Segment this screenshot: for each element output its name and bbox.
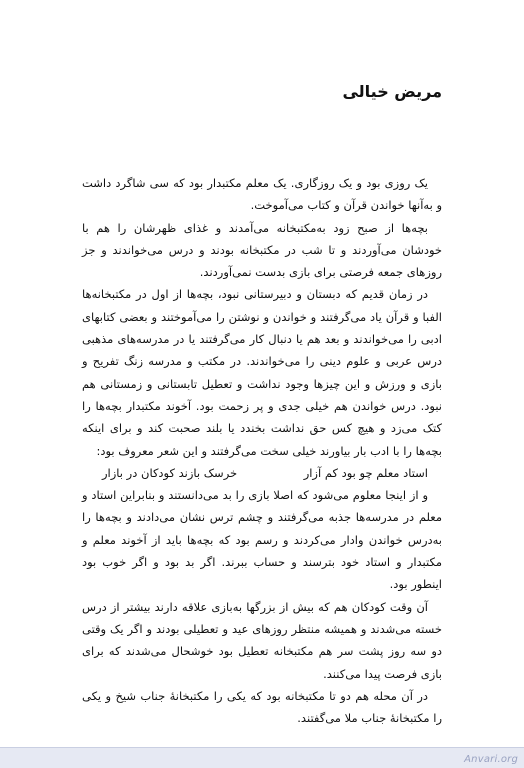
- paragraph: بچه‌ها از صبح زود به‌مکتبخانه می‌آمدند و غذای ظهرشان را هم با خودشان می‌آوردند و تا شب در مکتبخانه بودند و درس می‌خواندند و جز روزهای جمعه فرصتی برای بازی بدست نمی‌آوردند.: [82, 220, 442, 280]
- poem-hemistich-second: خرسک بازند کودکان در بازار: [102, 465, 238, 480]
- paragraph: یک روزی بود و یک روزگاری. یک معلم مکتبدار بود که سی شاگرد داشت و به‌آنها خواندن قرآن و کتاب می‌آموخت.: [82, 176, 442, 213]
- paragraph: در زمان قدیم که دبستان و دبیرستانی نبود، بچه‌ها از اول در مکتبخانه‌ها الفبا و قرآن یاد می‌گرفتند و خواندن و نوشتن را می‌آموختند و بعضی کتابهای ادبی را می‌خواندند و بعد هم یا دنبال کار می‌گرفتند یا در مدرسه‌های مذهبی درس عربی و علوم دینی را می‌خواندند. در مکتب و مدرسه زنگ تفریح و بازی و ورزش و این چیزها وجود نداشت و تعطیل تابستانی و زمستانی هم نبود. درس خواندن هم خیلی جدی و پر زحمت بود. آخوند مکتبدار بچه‌ها را کتک می‌زد و هیچ کس حق نداشت بخندد یا بلند صحبت کند و برای اینکه بچه‌ها را با ادب بار بیاورند خیلی سخت می‌گرفتند و این شعر معروف بود:: [82, 287, 442, 458]
- footer-band: [0, 747, 524, 768]
- paragraph: و از اینجا معلوم می‌شود که اصلا بازی را بد می‌دانستند و بنابراین استاد و معلم در مدرسه‌ها جذبه می‌گرفتند و چشم ترس نشان می‌دادند و بچه‌ها را به‌درس خواندن وادار می‌کردند و رسم بود که بچه‌ها باید از آخوند معلم و مکتبدار و استاد خود بترسند و حساب ببرند. اگر بد بود و اگر خوب بود اینطور بود.: [82, 488, 442, 592]
- poem-verse: [82, 462, 442, 484]
- paragraph: آن وقت کودکان هم که بیش از بزرگها به‌بازی علاقه دارند بیشتر از درس خسته می‌شدند و همیشه منتظر روزهای عید و تعطیلی بودند و اگر یک وقتی دو سه روز پشت سر هم مکتبخانه تعطیل بود خوشحال می‌شدند که برای بازی فرصت پیدا می‌کنند.: [82, 599, 442, 681]
- page-title: مریض خیالی: [342, 82, 442, 101]
- body-text: [82, 172, 442, 729]
- watermark: Anvari.org: [464, 754, 518, 765]
- paragraph: در آن محله هم دو تا مکتبخانه بود که یکی را مکتبخانهٔ جناب شیخ و یکی را مکتبخانهٔ جناب ملا می‌گفتند.: [82, 688, 442, 726]
- poem-hemistich-first: استاد معلم چو بود کم آزار: [303, 465, 428, 480]
